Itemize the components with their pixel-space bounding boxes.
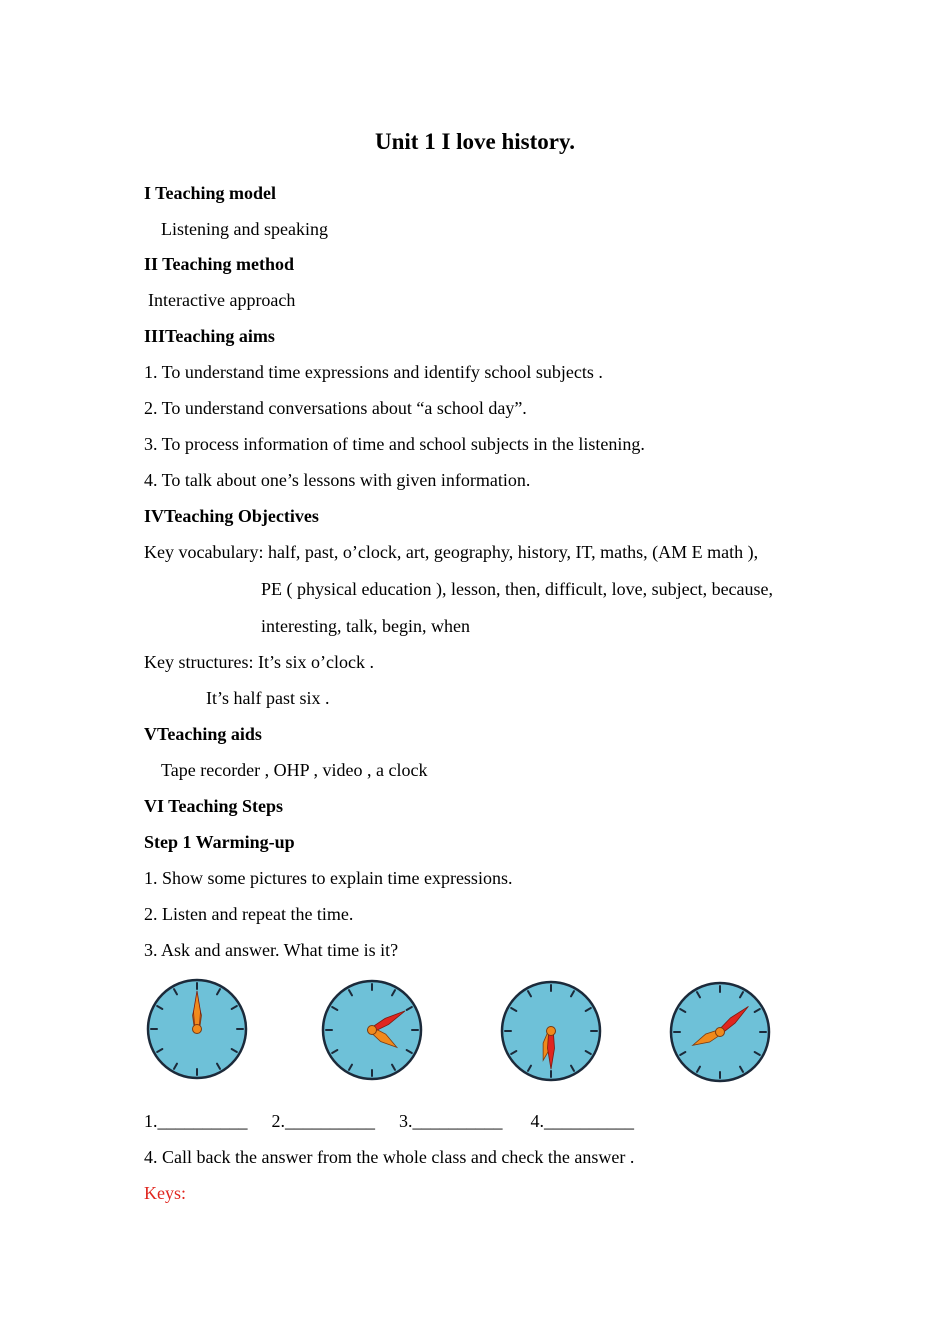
clock-center	[716, 1028, 725, 1037]
structures-line: Key structures: It’s six o’clock .	[144, 652, 374, 672]
answer-blank-2[interactable]: 2.__________	[271, 1111, 375, 1131]
clock-2	[320, 977, 424, 1083]
section-heading-aids: VTeaching aids	[144, 724, 262, 744]
step1-item: 4. Call back the answer from the whole class and check the answer .	[144, 1147, 635, 1167]
structures-line: It’s half past six .	[206, 688, 330, 708]
answer-blank-1[interactable]: 1.__________	[144, 1111, 248, 1131]
section-heading-steps: VI Teaching Steps	[144, 796, 284, 816]
clock-center	[547, 1027, 556, 1036]
clock-1	[145, 975, 249, 1083]
step1-item: 3. Ask and answer. What time is it?	[144, 940, 399, 960]
keys-label: Keys:	[144, 1183, 186, 1203]
section-heading-model: I Teaching model	[144, 183, 277, 203]
method-text: Interactive approach	[148, 290, 296, 310]
step1-heading: Step 1 Warming-up	[144, 832, 295, 852]
aim-item: 2. To understand conversations about “a school day”.	[144, 398, 527, 418]
step1-item: 1. Show some pictures to explain time expressions.	[144, 868, 513, 888]
clock-4	[668, 979, 772, 1085]
vocab-line: interesting, talk, begin, when	[261, 616, 470, 636]
clock-center	[193, 1025, 202, 1034]
aim-item: 1. To understand time expressions and identify school subjects .	[144, 362, 603, 382]
section-heading-objectives: IVTeaching Objectives	[144, 506, 319, 526]
answer-blank-3[interactable]: 3.__________	[399, 1111, 503, 1131]
model-text: Listening and speaking	[161, 219, 328, 239]
section-heading-aims: IIITeaching aims	[144, 326, 275, 346]
step1-item: 2. Listen and repeat the time.	[144, 904, 354, 924]
page-title: Unit 1 I love history.	[375, 129, 575, 154]
answer-blank-4[interactable]: 4.__________	[530, 1111, 634, 1131]
clock-center	[368, 1026, 377, 1035]
clock-3	[499, 977, 603, 1085]
aim-item: 3. To process information of time and school subjects in the listening.	[144, 434, 645, 454]
answer-blanks	[144, 1110, 634, 1132]
section-heading-method: II Teaching method	[144, 254, 295, 274]
vocab-line: Key vocabulary: half, past, o’clock, art, geography, history, IT, maths, (AM E math ),	[144, 542, 759, 562]
aim-item: 4. To talk about one’s lessons with given information.	[144, 470, 531, 490]
vocab-line: PE ( physical education ), lesson, then, difficult, love, subject, because,	[261, 579, 774, 599]
aids-text: Tape recorder , OHP , video , a clock	[161, 760, 428, 780]
